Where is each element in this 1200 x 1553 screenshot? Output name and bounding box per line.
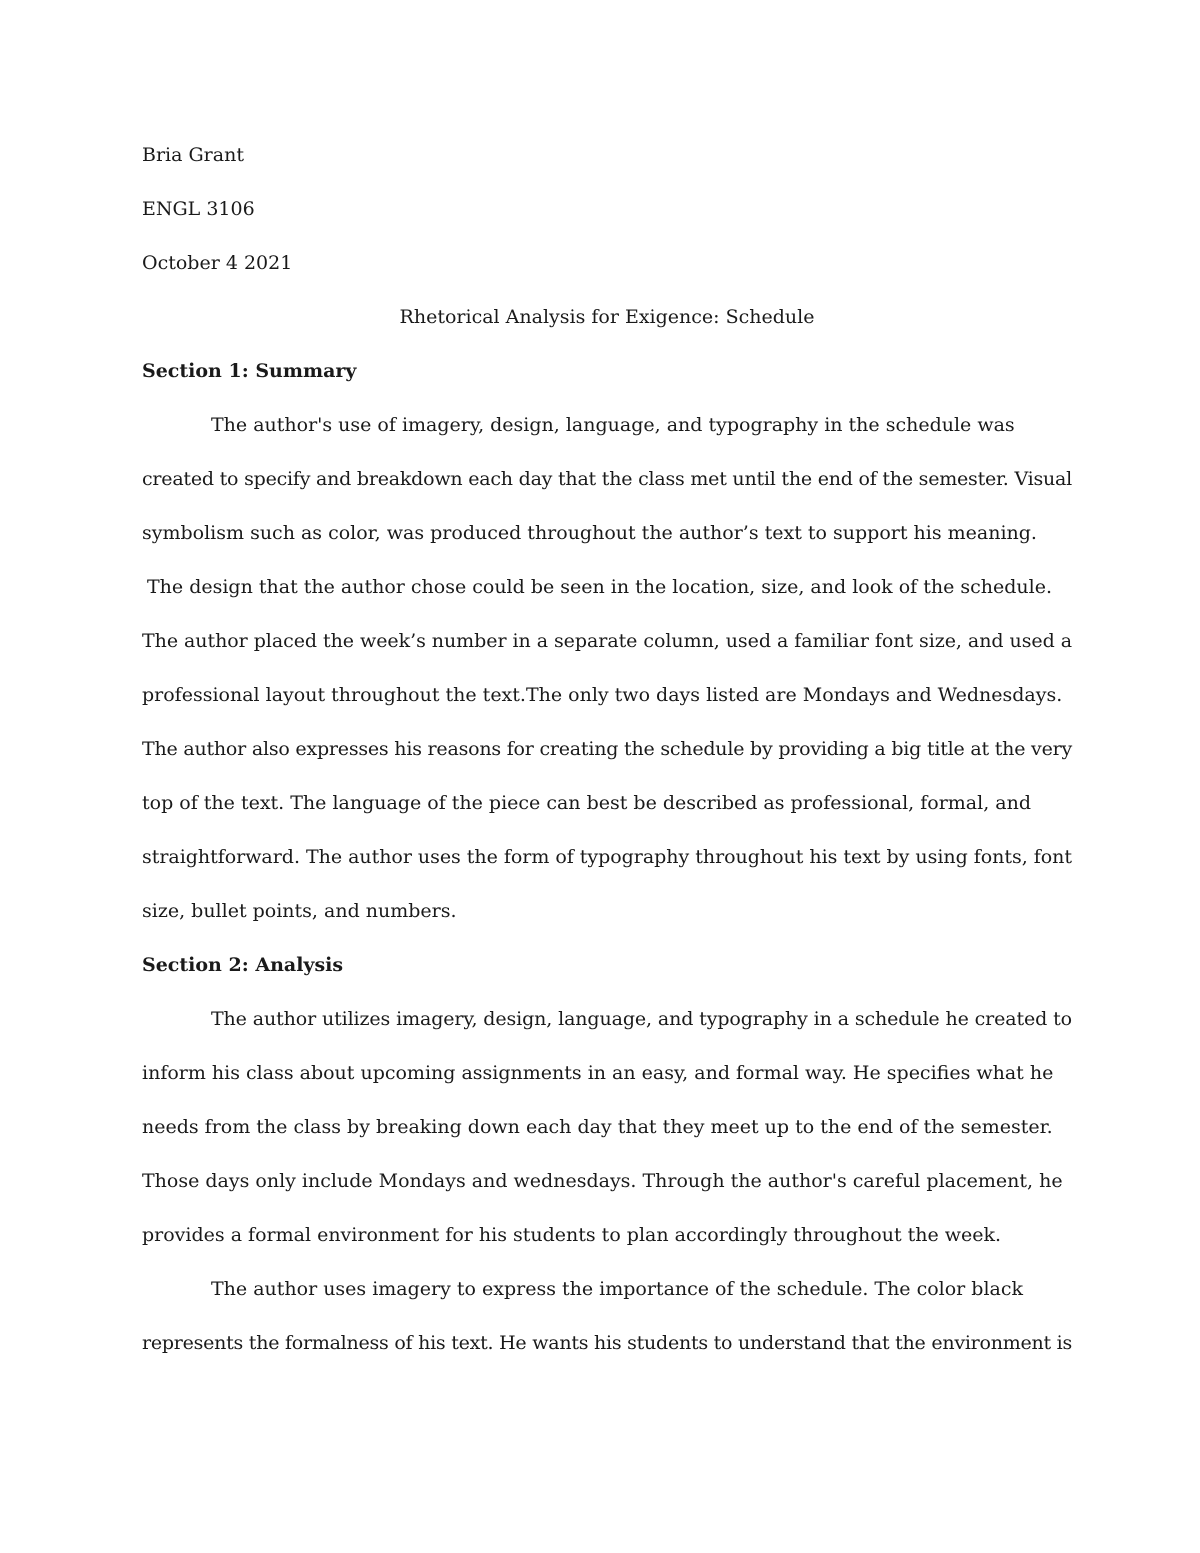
course-code: ENGL 3106 [142, 198, 255, 220]
paragraph-line: The author utilizes imagery, design, language, and typography in a schedule he created to [211, 1008, 1072, 1030]
paragraph-line: The author uses imagery to express the importance of the schedule. The color black [211, 1278, 1024, 1300]
paragraph-line: size, bullet points, and numbers. [142, 900, 457, 922]
document-date: October 4 2021 [142, 252, 293, 274]
paragraph-line: symbolism such as color, was produced throughout the author’s text to support his meaning. [142, 522, 1037, 544]
paragraph-line: created to specify and breakdown each day that the class met until the end of the semester. Visual [142, 468, 1072, 490]
document-title: Rhetorical Analysis for Exigence: Schedule [399, 306, 815, 328]
section-heading-summary: Section 1: Summary [142, 360, 357, 382]
paragraph-line: straightforward. The author uses the form of typography throughout his text by using fonts, font [142, 846, 1072, 868]
paragraph-line: needs from the class by breaking down each day that they meet up to the end of the semester. [142, 1116, 1053, 1138]
paragraph-line: inform his class about upcoming assignments in an easy, and formal way. He specifies what he [142, 1062, 1054, 1084]
paragraph-line: Those days only include Mondays and wednesdays. Through the author's careful placement, he [142, 1170, 1063, 1192]
document-body [142, 128, 1072, 1370]
paragraph-line: The author placed the week’s number in a separate column, used a familiar font size, and used a [142, 630, 1072, 652]
author-name: Bria Grant [142, 144, 244, 166]
paragraph-line: The design that the author chose could be seen in the location, size, and look of the schedule. [147, 576, 1052, 598]
paragraph-line: provides a formal environment for his students to plan accordingly throughout the week. [142, 1224, 1002, 1246]
paragraph-line: The author also expresses his reasons for creating the schedule by providing a big title at the very [142, 738, 1073, 760]
section-heading-analysis: Section 2: Analysis [142, 954, 344, 976]
paragraph-line: represents the formalness of his text. He wants his students to understand that the environment is [142, 1332, 1072, 1354]
paragraph-line: top of the text. The language of the piece can best be described as professional, formal, and [142, 792, 1032, 814]
paragraph-line: professional layout throughout the text.The only two days listed are Mondays and Wednesdays. [142, 684, 1063, 706]
paragraph-line: The author's use of imagery, design, language, and typography in the schedule was [211, 414, 1015, 436]
